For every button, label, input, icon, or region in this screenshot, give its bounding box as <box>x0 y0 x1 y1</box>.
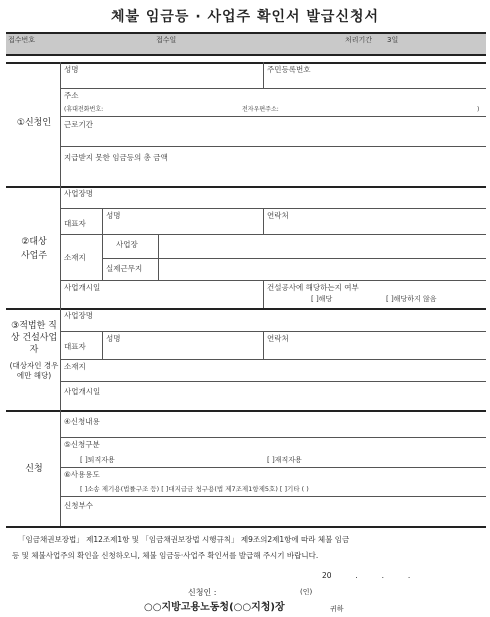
contractor-start-date-label: 사업개시일 <box>64 387 101 396</box>
application-content-label: ④신청내용 <box>64 417 100 426</box>
employer-actual-work-label: 실제근무지 <box>106 264 143 273</box>
employer-rep-contact-field[interactable] <box>264 209 485 233</box>
contractor-rep-contact-label: 연락처 <box>267 334 289 343</box>
applicant-contact-close: ) <box>477 106 480 113</box>
applicant-name-label: 성명 <box>64 65 79 74</box>
contractor-section-note: (대상자인 경우에만 해당) <box>9 361 59 381</box>
employer-rep-name-label: 성명 <box>106 211 121 220</box>
application-section-label: 신청 <box>25 464 43 474</box>
employer-rep-contact-label: 연락처 <box>267 211 289 220</box>
employer-location-divider <box>102 234 103 280</box>
declaration-date[interactable]: 20 . . . <box>322 571 411 580</box>
construction-yes-checkbox[interactable]: [ ]해당 <box>311 295 333 303</box>
recipient-suffix: 귀하 <box>330 605 344 613</box>
contractor-rep-name-label: 성명 <box>106 334 121 343</box>
signature-field[interactable] <box>225 586 295 598</box>
processing-period-value: 3일 <box>387 36 399 44</box>
employer-rep-name-field[interactable] <box>103 209 262 233</box>
employer-construction-divider <box>263 280 264 308</box>
employer-representative-label: 대표자 <box>64 219 86 228</box>
application-row-line-1 <box>60 437 486 438</box>
declaration-line-2: 등 및 체불사업주의 확인을 신청하오니, 체불 임금등·사업주 확인서를 발급해 주시기 바랍니다. <box>12 551 319 560</box>
application-type-label: ⑤신청구분 <box>64 440 100 449</box>
employer-workplace-field[interactable] <box>159 235 485 257</box>
contractor-location-field[interactable] <box>61 360 485 380</box>
application-copies-field[interactable] <box>61 497 485 525</box>
unpaid-total-label: 지급받지 못한 임금등의 총 금액 <box>64 153 168 162</box>
signature-label: 신청인 : <box>188 588 217 597</box>
application-use-label: ⑥사용용도 <box>64 470 100 479</box>
application-content-field[interactable] <box>61 411 485 436</box>
employer-start-date-field[interactable] <box>61 281 262 307</box>
contractor-location-label: 소재지 <box>64 362 86 371</box>
employer-section-label-2: 사업주 <box>20 251 48 261</box>
retired-checkbox[interactable]: [ ]퇴직자용 <box>80 456 115 464</box>
employer-business-name-field[interactable] <box>61 187 485 207</box>
contractor-business-name-label: 사업장명 <box>64 311 93 320</box>
declaration-line-1: 「임금채권보장법」 제12조제1항 및 「임금채권보장법 시행규칙」 제9조의2제1항에 따라 체불 임금 <box>18 535 350 544</box>
use-options[interactable]: [ ]소송 제기용(법률구조 등) [ ]대지급금 청구용(법 제7조제1항제5호) [ ]기타 ( ) <box>80 485 309 493</box>
processing-period-label: 처리기간 <box>345 36 373 44</box>
applicant-rrn-field[interactable] <box>264 63 485 87</box>
contractor-business-name-field[interactable] <box>61 309 485 330</box>
application-row-line-2 <box>60 467 486 468</box>
receipt-date-label: 접수일 <box>156 36 177 44</box>
applicant-email-label: 전자우편주소: <box>242 106 279 113</box>
applicant-phone-label: (휴대전화번호: <box>64 106 104 113</box>
contractor-section-label: ③적법한 직상 건설사업자 <box>10 321 58 356</box>
work-period-field[interactable] <box>61 117 485 145</box>
contractor-rep-name-field[interactable] <box>103 332 262 358</box>
contractor-representative-label: 대표자 <box>64 342 86 351</box>
application-copies-label: 신청부수 <box>64 501 93 510</box>
work-period-label: 근로기간 <box>64 120 93 129</box>
form-title: 체불 임금등 · 사업주 확인서 발급신청서 <box>110 9 380 25</box>
applicant-rrn-label: 주민등록번호 <box>267 65 311 74</box>
contractor-start-date-field[interactable] <box>61 382 485 409</box>
receipt-bar <box>6 32 486 56</box>
construction-no-checkbox[interactable]: [ ]해당하지 않음 <box>386 295 437 303</box>
applicant-section-label: ①신청인 <box>16 118 52 128</box>
applicant-address-field[interactable] <box>61 89 485 115</box>
construction-question: 건설공사에 해당하는지 여부 <box>267 283 359 292</box>
unpaid-total-field[interactable] <box>61 147 485 185</box>
contractor-rep-contact-field[interactable] <box>264 332 485 358</box>
employer-workplace-label: 사업장 <box>116 240 138 249</box>
application-bottom-border <box>6 526 486 528</box>
employer-actual-work-field[interactable] <box>159 259 485 279</box>
recipient-office: ○○지방고용노동청(○○지청)장 <box>144 602 285 613</box>
employed-checkbox[interactable]: [ ]재직자용 <box>267 456 302 464</box>
seal-mark: (인) <box>300 588 313 596</box>
employer-start-date-label: 사업개시일 <box>64 283 101 292</box>
employer-location-label: 소재지 <box>64 253 86 262</box>
employer-business-name-label: 사업장명 <box>64 189 93 198</box>
applicant-address-label: 주소 <box>64 91 79 100</box>
applicant-name-field[interactable] <box>61 63 262 87</box>
receipt-number-label: 접수번호 <box>8 36 36 44</box>
employer-section-label-1: ②대상 <box>21 237 47 247</box>
